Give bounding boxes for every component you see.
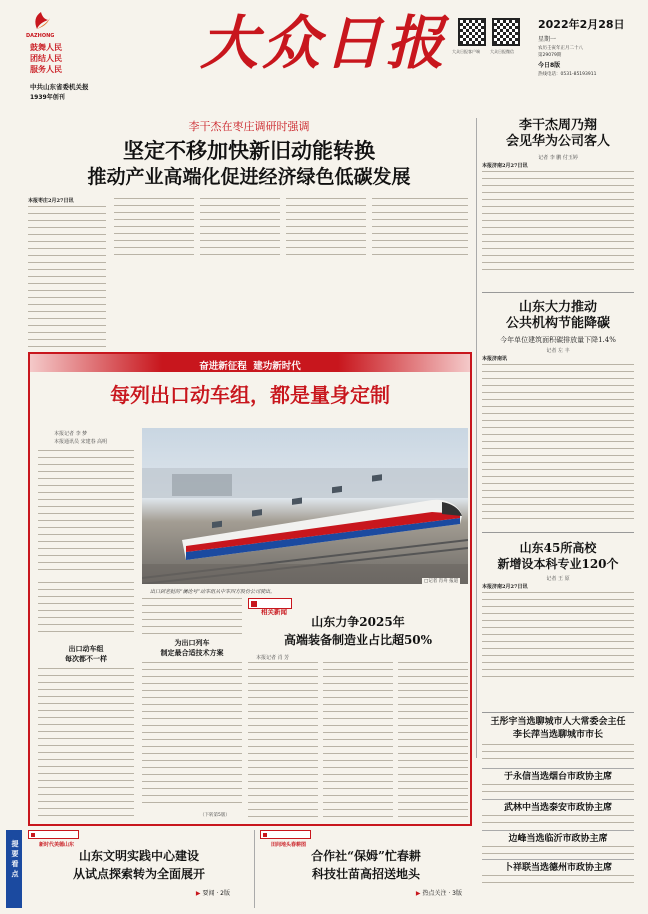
byline-text: 本报济南讯: [482, 356, 508, 362]
brief-item: [482, 716, 634, 768]
teaser-vertical-label: [6, 830, 22, 908]
teaser-page-link[interactable]: [416, 888, 462, 897]
related-title: 山东力争2025年: [311, 615, 405, 629]
teaser-page-link[interactable]: [196, 888, 230, 897]
article-reporter: 记者 李 鹏 付玉婷: [538, 155, 578, 161]
tag-square-icon: [263, 833, 267, 837]
teaser-left[interactable]: [28, 830, 250, 908]
teaser-title: 科技壮苗高招送地头: [311, 867, 420, 881]
related-title: 高端装备制造业占比超50%: [283, 633, 433, 647]
photo-credit: □记者 肖舟 报道: [424, 579, 459, 584]
lead-body-col: [200, 198, 280, 258]
lead-body-col: [286, 198, 366, 258]
article-reporter: 记者 王 原: [546, 576, 570, 582]
teaser-tag: [28, 830, 79, 848]
related-body-col: [248, 662, 318, 818]
lead-title: 推动产业高端化促进经济绿色低碳发展: [87, 166, 411, 188]
slogan: 团结人民: [30, 54, 62, 63]
qr-code-icon: [492, 18, 520, 46]
feature-subhead: 制定最合适技术方案: [160, 649, 224, 657]
article-byline: [482, 163, 634, 170]
feature-box: [28, 352, 472, 826]
hotline: 热线电话：0531-85193911: [538, 72, 597, 77]
feature-subhead: 出口动车组: [68, 645, 104, 653]
feature-subhead: 为出口列车: [174, 639, 210, 647]
article-title: 山东45所高校: [519, 541, 597, 555]
brief-title: 于永信当选烟台市政协主席: [503, 772, 612, 782]
brief-item: [482, 799, 634, 830]
vertical-label-text: 提要看点: [11, 840, 19, 880]
continued-note: （下转第5版）: [200, 813, 230, 818]
related-body-col: [323, 662, 393, 818]
teaser-title: 山东文明实践中心建设: [78, 849, 199, 863]
brief-item: [482, 830, 634, 859]
lead-body-col: [114, 198, 194, 258]
photo-caption: 出口到老挝的“澜沧号”动车组从中车四方股份公司驶出。: [150, 589, 276, 595]
play-arrow-icon: ▶: [415, 890, 421, 897]
right-article-huawei: [482, 118, 634, 288]
article-title: 会见华为公司客人: [505, 134, 610, 149]
page-count: 今日8版: [538, 62, 561, 69]
qr-code-icon: [458, 18, 486, 46]
tag-square-icon: [31, 833, 35, 837]
qr-label: 大众日报微信: [490, 49, 514, 54]
article-title: 山东大力推动: [518, 300, 597, 315]
teaser-page-label: 热点关注 · 3版: [422, 890, 462, 897]
lead-title: 坚定不移加快新旧动能转换: [123, 138, 375, 163]
related-tag: [248, 598, 292, 616]
article-reporter: 记者 左 丰: [546, 348, 570, 354]
logo-small-text: DAZHONG: [26, 33, 55, 39]
article-subtitle: 今年单位建筑面积碳排放量下降1.4%: [500, 336, 616, 344]
slogan: 鼓舞人民: [30, 43, 62, 52]
brief-title: 边峰当选临沂市政协主席: [508, 834, 608, 844]
brief-subtitle: 李长萍当选聊城市市长: [512, 730, 603, 740]
issue-weekday: 星期一: [538, 36, 557, 43]
brief-item: [482, 768, 634, 799]
feature-banner: [30, 354, 470, 372]
brief-body: [482, 846, 634, 858]
feature-body-col: [38, 450, 134, 574]
brief-title: 王彤宇当选聊城市人大常委会主任: [490, 717, 626, 727]
brief-body: [482, 815, 634, 828]
article-byline: [482, 584, 634, 591]
article-title: 新增设本科专业120个: [497, 557, 619, 571]
brief-item: [482, 859, 634, 888]
lead-body-col: [372, 198, 468, 258]
teaser-tag: [260, 830, 311, 848]
lead-byline-text: 本报枣庄2月27日讯: [28, 198, 74, 204]
article-body: [482, 364, 634, 524]
feature-banner-text: 奋进新征程 建功新时代: [199, 361, 301, 372]
brief-body: [482, 875, 634, 887]
issue-number: 第29079期: [538, 53, 562, 58]
masthead-logo: 大众日报: [200, 9, 449, 77]
teaser-title: 从试点探索转为全面展开: [72, 867, 205, 881]
teaser-page-label: 要闻 · 2版: [202, 890, 230, 897]
slogans: [30, 42, 62, 75]
issue-date: 2022年2月28日: [538, 18, 625, 31]
issue-info: [538, 16, 638, 77]
related-body-col: [398, 662, 468, 818]
feature-subhead: 每次都不一样: [65, 655, 107, 663]
train-illustration: [142, 428, 468, 584]
article-title: 李干杰周乃翔: [518, 118, 597, 133]
brief-title: 卜祥联当选德州市政协主席: [503, 863, 612, 873]
lead-body-col: [28, 206, 106, 348]
byline-text: 本报济南2月27日讯: [482, 163, 528, 169]
slogan: 服务人民: [30, 65, 62, 74]
founded-label: 1939年创刊: [30, 94, 65, 101]
feature-reporter: 本报通讯员 宋建春 高明: [54, 439, 108, 445]
lead-byline: [28, 198, 106, 205]
feature-body-col: [142, 598, 242, 634]
teaser-tag-label: 新时代美德山东: [39, 842, 75, 848]
teaser-title: 合作社“保姆”忙春耕: [311, 849, 421, 863]
article-title: 公共机构节能降碳: [505, 316, 610, 331]
related-tag-label: 相关新闻: [261, 608, 287, 616]
brief-title: 武林中当选泰安市政协主席: [503, 803, 612, 813]
byline-text: 本报济南2月27日讯: [482, 584, 528, 590]
lead-kicker: 李干杰在枣庄调研时强调: [188, 120, 310, 133]
train-photo: [142, 428, 468, 584]
related-news: [248, 598, 468, 822]
masthead: [0, 0, 648, 120]
article-body: [482, 171, 634, 271]
play-arrow-icon: ▶: [195, 890, 201, 897]
brief-list: [482, 716, 634, 888]
article-body: [482, 592, 634, 682]
lead-article: [28, 118, 470, 350]
right-article-colleges: [482, 540, 634, 710]
feature-body-col: [38, 582, 134, 638]
teaser-tag-label: 田间地头春耕图: [271, 842, 307, 848]
newspaper-emblem-icon: [30, 10, 52, 32]
organ-label: 中共山东省委机关报: [30, 83, 89, 91]
feature-title: 每列出口动车组，都是量身定制: [110, 383, 390, 407]
qr-label: 大众日报客户端: [452, 49, 480, 54]
feature-reporter: 本报记者 李 梦: [54, 431, 88, 437]
teaser-strip: [6, 830, 474, 908]
tag-square-icon: [251, 601, 257, 607]
right-article-energy: [482, 300, 634, 530]
feature-body-col: [38, 668, 134, 818]
brief-body: [482, 784, 634, 797]
article-byline: [482, 356, 634, 363]
issue-lunar: 农历壬寅年正月二十八: [538, 46, 583, 51]
related-reporter: 本报记者 肖 芳: [256, 655, 290, 661]
teaser-right[interactable]: [260, 830, 472, 908]
brief-body: [482, 744, 634, 765]
feature-body-col: [142, 662, 242, 808]
